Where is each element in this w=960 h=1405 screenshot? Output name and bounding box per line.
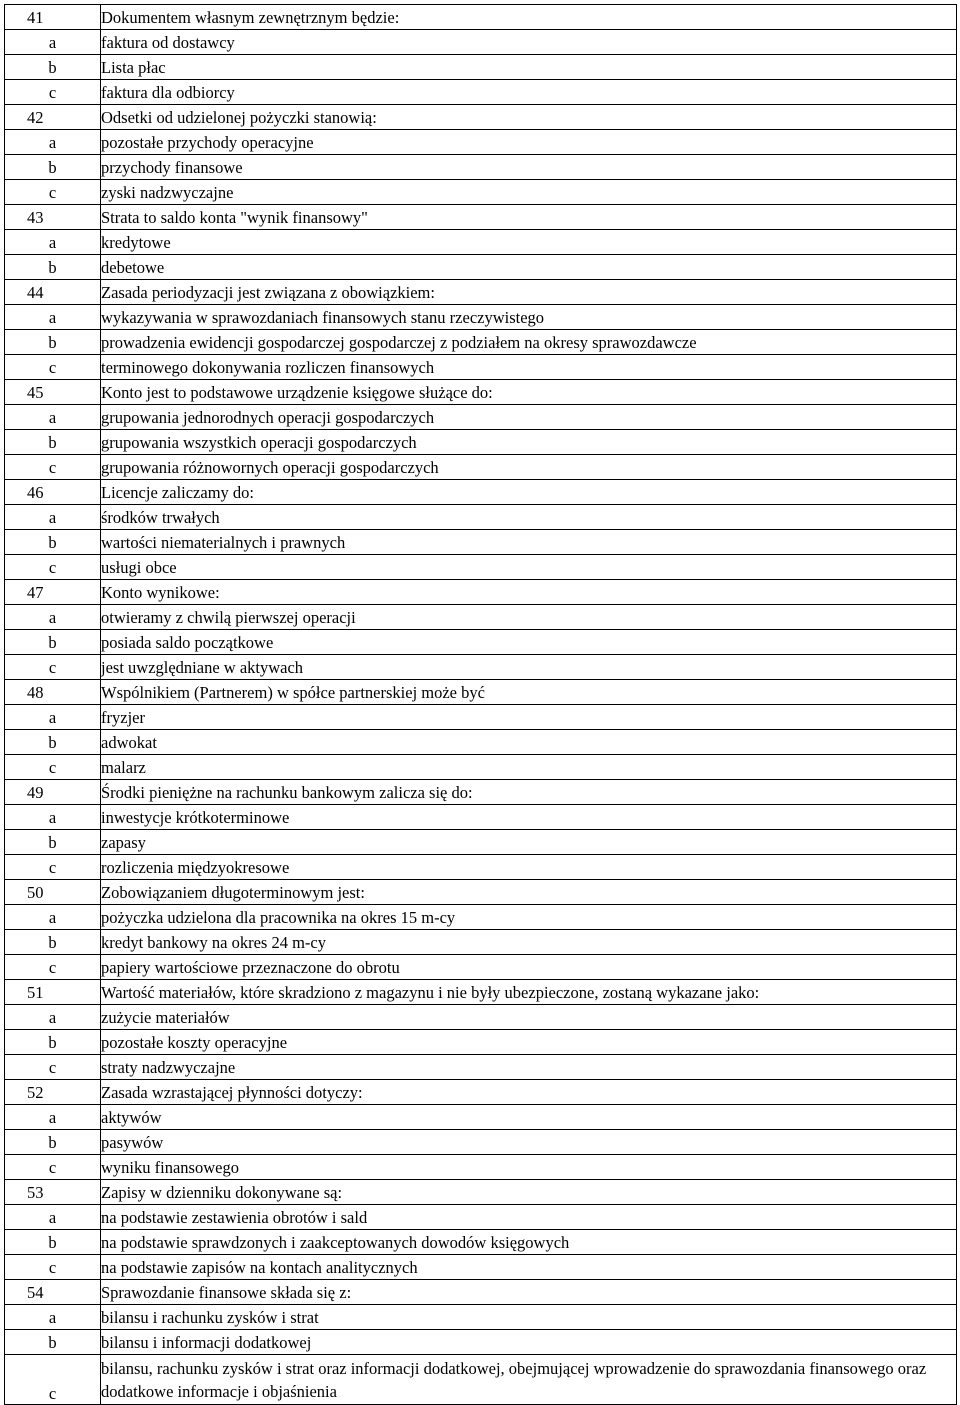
option-letter: b	[5, 1230, 101, 1255]
question-row	[5, 105, 957, 130]
option-text: zyski nadzwyczajne	[101, 180, 957, 205]
option-letter: c	[5, 555, 101, 580]
answer-option-row	[5, 930, 957, 955]
option-text: środków trwałych	[101, 505, 957, 530]
answer-option-row	[5, 805, 957, 830]
question-number: 47	[5, 580, 101, 605]
answer-option-row	[5, 505, 957, 530]
answer-option-row	[5, 1205, 957, 1230]
option-letter: b	[5, 1130, 101, 1155]
option-text: kredytowe	[101, 230, 957, 255]
answer-option-row	[5, 55, 957, 80]
question-number: 45	[5, 380, 101, 405]
question-row	[5, 1180, 957, 1205]
question-row	[5, 580, 957, 605]
question-number: 54	[5, 1280, 101, 1305]
question-row	[5, 1280, 957, 1305]
option-letter: a	[5, 305, 101, 330]
option-letter: b	[5, 530, 101, 555]
option-text: faktura od dostawcy	[101, 30, 957, 55]
question-row	[5, 780, 957, 805]
question-number: 44	[5, 280, 101, 305]
question-text: Zasada periodyzacji jest związana z obowiązkiem:	[101, 280, 957, 305]
answer-option-row	[5, 605, 957, 630]
option-text: pożyczka udzielona dla pracownika na okres 15 m-cy	[101, 905, 957, 930]
answer-option-row	[5, 330, 957, 355]
option-letter: a	[5, 130, 101, 155]
answer-option-row	[5, 455, 957, 480]
question-text: Sprawozdanie finansowe składa się z:	[101, 1280, 957, 1305]
option-text: straty nadzwyczajne	[101, 1055, 957, 1080]
option-letter: c	[5, 80, 101, 105]
option-text: pozostałe koszty operacyjne	[101, 1030, 957, 1055]
option-letter: b	[5, 330, 101, 355]
option-text: usługi obce	[101, 555, 957, 580]
question-row	[5, 5, 957, 30]
option-text: grupowania wszystkich operacji gospodarczych	[101, 430, 957, 455]
option-letter: b	[5, 930, 101, 955]
option-letter: b	[5, 255, 101, 280]
option-text: malarz	[101, 755, 957, 780]
answer-option-row	[5, 1230, 957, 1255]
option-letter: c	[5, 655, 101, 680]
option-letter: b	[5, 55, 101, 80]
option-text: jest uwzględniane w aktywach	[101, 655, 957, 680]
option-letter: c	[5, 1055, 101, 1080]
option-text: debetowe	[101, 255, 957, 280]
question-row	[5, 205, 957, 230]
question-text: Konto jest to podstawowe urządzenie księgowe służące do:	[101, 380, 957, 405]
option-letter: c	[5, 455, 101, 480]
answer-option-row	[5, 855, 957, 880]
question-text: Odsetki od udzielonej pożyczki stanowią:	[101, 105, 957, 130]
question-number: 48	[5, 680, 101, 705]
answer-option-row	[5, 1005, 957, 1030]
answer-option-row	[5, 1130, 957, 1155]
question-text: Licencje zaliczamy do:	[101, 480, 957, 505]
question-text: Dokumentem własnym zewnętrznym będzie:	[101, 5, 957, 30]
question-number: 42	[5, 105, 101, 130]
option-letter: c	[5, 355, 101, 380]
quiz-table	[4, 4, 957, 1405]
answer-option-row	[5, 630, 957, 655]
option-text: prowadzenia ewidencji gospodarczej gospodarczej z podziałem na okresy sprawozdawcze	[101, 330, 957, 355]
question-row	[5, 880, 957, 905]
option-text: pasywów	[101, 1130, 957, 1155]
option-letter: c	[5, 855, 101, 880]
answer-option-row	[5, 755, 957, 780]
option-letter: b	[5, 630, 101, 655]
answer-option-row	[5, 555, 957, 580]
quiz-table-body	[5, 5, 957, 1405]
answer-option-row	[5, 130, 957, 155]
option-text: inwestycje krótkoterminowe	[101, 805, 957, 830]
question-number: 43	[5, 205, 101, 230]
question-number: 50	[5, 880, 101, 905]
question-text: Strata to saldo konta "wynik finansowy"	[101, 205, 957, 230]
question-number: 49	[5, 780, 101, 805]
option-text: przychody finansowe	[101, 155, 957, 180]
answer-option-row	[5, 1055, 957, 1080]
question-number: 51	[5, 980, 101, 1005]
option-letter: c	[5, 755, 101, 780]
option-letter: a	[5, 30, 101, 55]
question-row	[5, 980, 957, 1005]
option-letter: b	[5, 1030, 101, 1055]
option-letter: b	[5, 155, 101, 180]
question-text: Środki pieniężne na rachunku bankowym zalicza się do:	[101, 780, 957, 805]
option-letter: a	[5, 230, 101, 255]
option-text: grupowania jednorodnych operacji gospodarczych	[101, 405, 957, 430]
option-text: wyniku finansowego	[101, 1155, 957, 1180]
option-text: zapasy	[101, 830, 957, 855]
answer-option-row	[5, 1305, 957, 1330]
answer-option-row	[5, 1155, 957, 1180]
answer-option-row	[5, 1355, 957, 1405]
answer-option-row	[5, 1255, 957, 1280]
answer-option-row	[5, 955, 957, 980]
answer-option-row	[5, 905, 957, 930]
option-letter: c	[5, 1355, 101, 1405]
answer-option-row	[5, 180, 957, 205]
option-text: na podstawie zestawienia obrotów i sald	[101, 1205, 957, 1230]
option-text: bilansu i rachunku zysków i strat	[101, 1305, 957, 1330]
option-text: wartości niematerialnych i prawnych	[101, 530, 957, 555]
answer-option-row	[5, 230, 957, 255]
question-text: Konto wynikowe:	[101, 580, 957, 605]
question-row	[5, 1080, 957, 1105]
option-text: papiery wartościowe przeznaczone do obrotu	[101, 955, 957, 980]
question-text: Zasada wzrastającej płynności dotyczy:	[101, 1080, 957, 1105]
answer-option-row	[5, 80, 957, 105]
option-text: otwieramy z chwilą pierwszej operacji	[101, 605, 957, 630]
option-text: zużycie materiałów	[101, 1005, 957, 1030]
question-row	[5, 480, 957, 505]
option-letter: b	[5, 730, 101, 755]
question-row	[5, 680, 957, 705]
option-text: wykazywania w sprawozdaniach finansowych stanu rzeczywistego	[101, 305, 957, 330]
question-text: Zapisy w dzienniku dokonywane są:	[101, 1180, 957, 1205]
option-letter: c	[5, 955, 101, 980]
option-letter: a	[5, 1305, 101, 1330]
answer-option-row	[5, 255, 957, 280]
question-number: 53	[5, 1180, 101, 1205]
answer-option-row	[5, 1105, 957, 1130]
answer-option-row	[5, 730, 957, 755]
option-letter: a	[5, 805, 101, 830]
option-letter: a	[5, 405, 101, 430]
option-letter: b	[5, 1330, 101, 1355]
option-text: fryzjer	[101, 705, 957, 730]
option-text: na podstawie zapisów na kontach analitycznych	[101, 1255, 957, 1280]
answer-option-row	[5, 30, 957, 55]
answer-option-row	[5, 1330, 957, 1355]
answer-option-row	[5, 655, 957, 680]
option-text: rozliczenia międzyokresowe	[101, 855, 957, 880]
option-letter: a	[5, 1205, 101, 1230]
option-letter: b	[5, 430, 101, 455]
option-text: na podstawie sprawdzonych i zaakceptowanych dowodów księgowych	[101, 1230, 957, 1255]
answer-option-row	[5, 430, 957, 455]
option-letter: a	[5, 1105, 101, 1130]
option-text: adwokat	[101, 730, 957, 755]
option-letter: c	[5, 180, 101, 205]
option-text: pozostałe przychody operacyjne	[101, 130, 957, 155]
option-letter: a	[5, 905, 101, 930]
option-text: grupowania różnowornych operacji gospodarczych	[101, 455, 957, 480]
option-text: bilansu i informacji dodatkowej	[101, 1330, 957, 1355]
option-letter: a	[5, 1005, 101, 1030]
option-letter: a	[5, 705, 101, 730]
answer-option-row	[5, 705, 957, 730]
option-text: terminowego dokonywania rozliczen finansowych	[101, 355, 957, 380]
option-text: aktywów	[101, 1105, 957, 1130]
answer-option-row	[5, 530, 957, 555]
question-row	[5, 380, 957, 405]
question-number: 46	[5, 480, 101, 505]
option-text: faktura dla odbiorcy	[101, 80, 957, 105]
option-text: kredyt bankowy na okres 24 m-cy	[101, 930, 957, 955]
option-letter: a	[5, 505, 101, 530]
answer-option-row	[5, 305, 957, 330]
question-row	[5, 280, 957, 305]
answer-option-row	[5, 1030, 957, 1055]
question-number: 41	[5, 5, 101, 30]
option-letter: a	[5, 605, 101, 630]
option-text: posiada saldo początkowe	[101, 630, 957, 655]
question-text: Wspólnikiem (Partnerem) w spółce partnerskiej może być	[101, 680, 957, 705]
question-text: Wartość materiałów, które skradziono z magazynu i nie były ubezpieczone, zostaną wykazane jako:	[101, 980, 957, 1005]
document-page	[4, 4, 957, 1405]
question-text: Zobowiązaniem długoterminowym jest:	[101, 880, 957, 905]
answer-option-row	[5, 405, 957, 430]
option-letter: c	[5, 1255, 101, 1280]
option-letter: c	[5, 1155, 101, 1180]
option-text: bilansu, rachunku zysków i strat oraz informacji dodatkowej, obejmującej wprowadzenie do sprawozdania finansowego oraz dodatkowe informacje i objaśnienia	[101, 1355, 957, 1405]
option-letter: b	[5, 830, 101, 855]
option-text: Lista płac	[101, 55, 957, 80]
question-number: 52	[5, 1080, 101, 1105]
answer-option-row	[5, 155, 957, 180]
answer-option-row	[5, 355, 957, 380]
answer-option-row	[5, 830, 957, 855]
